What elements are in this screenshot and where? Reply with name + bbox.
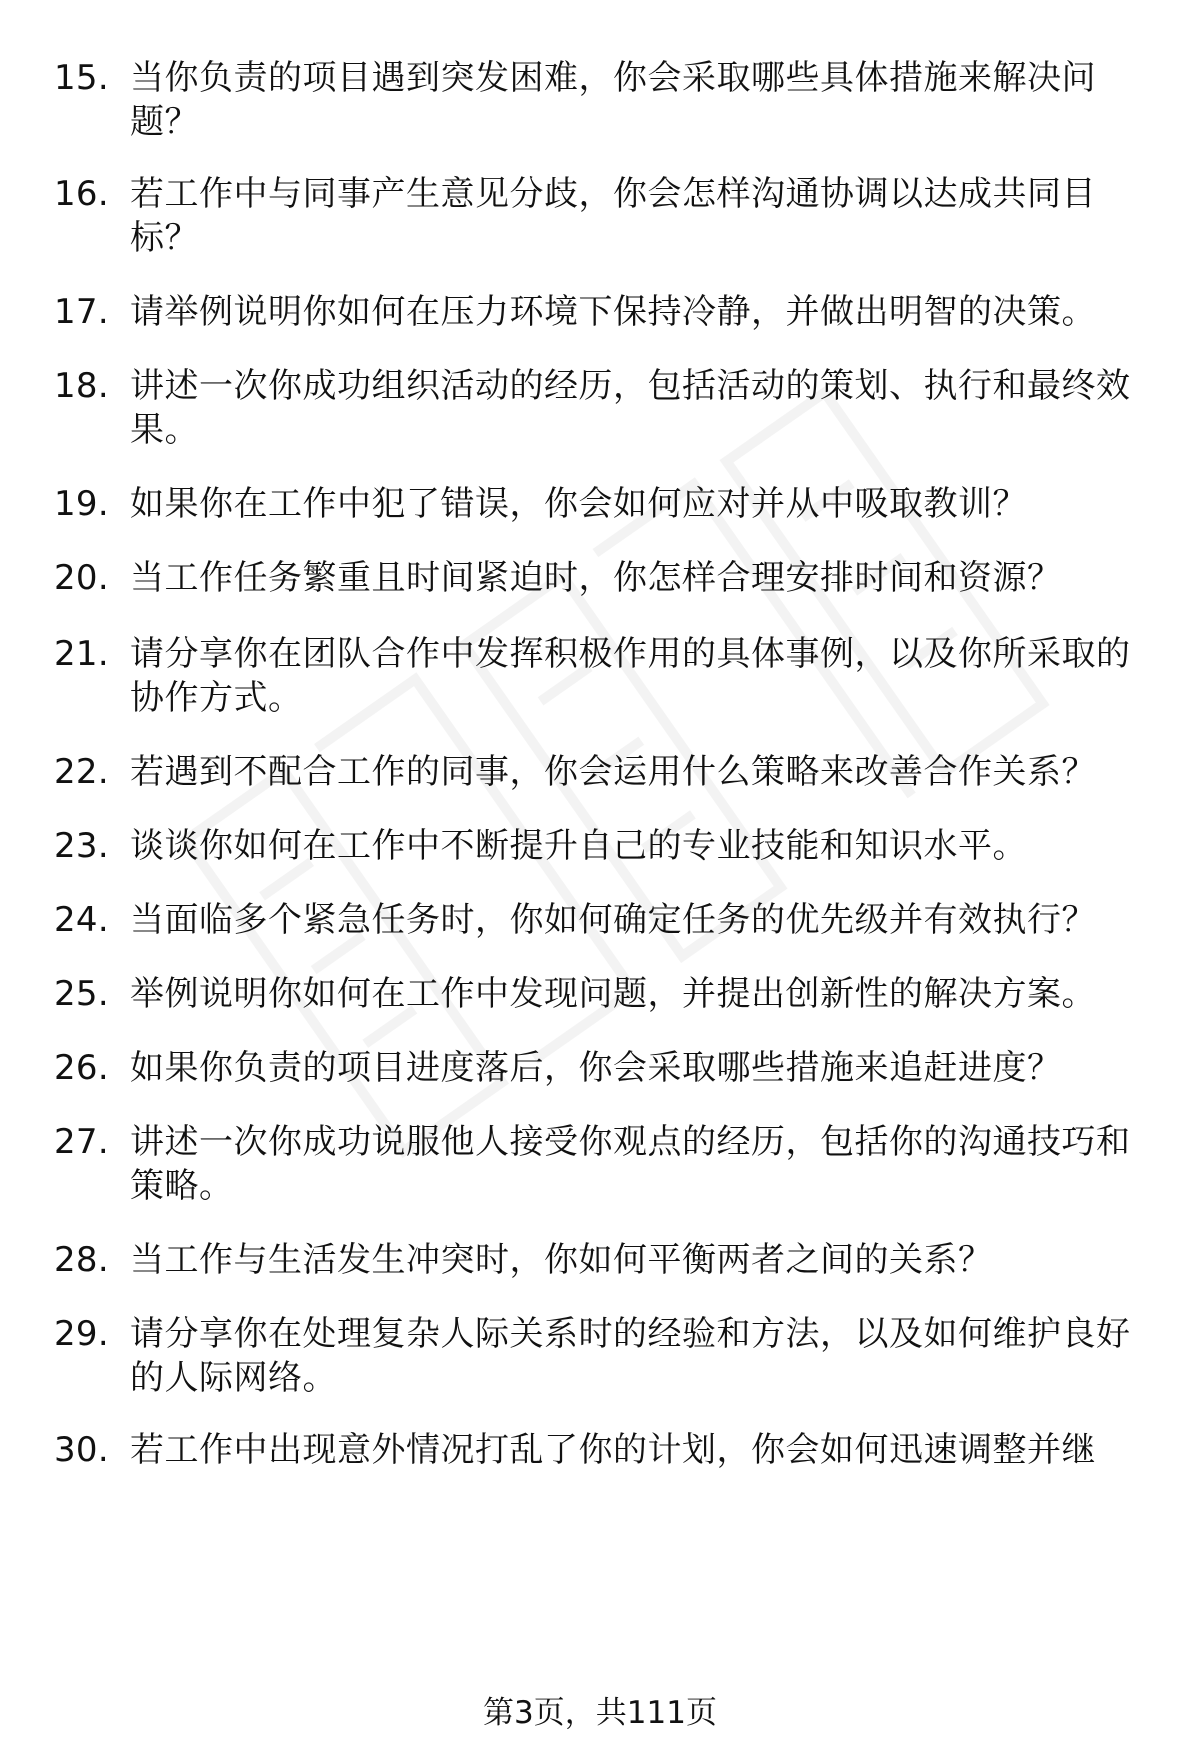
question-number: 27. bbox=[54, 1122, 109, 1162]
question-text: 如果你负责的项目进度落后，你会采取哪些措施来追赶进度？ bbox=[130, 1048, 1062, 1088]
page-footer: 第3页，共111页 bbox=[483, 1695, 717, 1731]
question-number: 26. bbox=[54, 1048, 109, 1088]
question-text: 讲述一次你成功组织活动的经历，包括活动的策划、执行和最终效果。 bbox=[130, 366, 1131, 450]
question-text: 若工作中与同事产生意见分歧，你会怎样沟通协调以达成共同目标？ bbox=[130, 174, 1096, 258]
question-number: 21. bbox=[54, 634, 109, 674]
question-number: 25. bbox=[54, 974, 109, 1014]
question-text: 举例说明你如何在工作中发现问题，并提出创新性的解决方案。 bbox=[130, 974, 1096, 1014]
question-text: 谈谈你如何在工作中不断提升自己的专业技能和知识水平。 bbox=[130, 826, 1027, 866]
question-text: 当你负责的项目遇到突发困难，你会采取哪些具体措施来解决问题？ bbox=[130, 58, 1096, 142]
question-text: 当面临多个紧急任务时，你如何确定任务的优先级并有效执行？ bbox=[130, 900, 1096, 940]
question-number: 15. bbox=[54, 58, 109, 98]
question-number: 30. bbox=[54, 1430, 109, 1470]
question-number: 24. bbox=[54, 900, 109, 940]
question-number: 16. bbox=[54, 174, 109, 214]
question-number: 22. bbox=[54, 752, 109, 792]
question-text: 请分享你在处理复杂人际关系时的经验和方法，以及如何维护良好的人际网络。 bbox=[130, 1314, 1131, 1398]
question-text: 如果你在工作中犯了错误，你会如何应对并从中吸取教训？ bbox=[130, 484, 1027, 524]
question-text: 当工作任务繁重且时间紧迫时，你怎样合理安排时间和资源？ bbox=[130, 558, 1062, 598]
question-number: 20. bbox=[54, 558, 109, 598]
question-text: 讲述一次你成功说服他人接受你观点的经历，包括你的沟通技巧和策略。 bbox=[130, 1122, 1131, 1206]
question-text: 若工作中出现意外情况打乱了你的计划，你会如何迅速调整并继 bbox=[130, 1430, 1096, 1470]
question-number: 17. bbox=[54, 292, 109, 332]
question-number: 18. bbox=[54, 366, 109, 406]
question-text: 若遇到不配合工作的同事，你会运用什么策略来改善合作关系？ bbox=[130, 752, 1096, 792]
question-number: 29. bbox=[54, 1314, 109, 1354]
question-text: 当工作与生活发生冲突时，你如何平衡两者之间的关系？ bbox=[130, 1240, 993, 1280]
question-number: 28. bbox=[54, 1240, 109, 1280]
question-text: 请分享你在团队合作中发挥积极作用的具体事例，以及你所采取的协作方式。 bbox=[130, 634, 1131, 718]
question-number: 23. bbox=[54, 826, 109, 866]
question-text: 请举例说明你如何在压力环境下保持冷静，并做出明智的决策。 bbox=[130, 292, 1096, 332]
question-number: 19. bbox=[54, 484, 109, 524]
